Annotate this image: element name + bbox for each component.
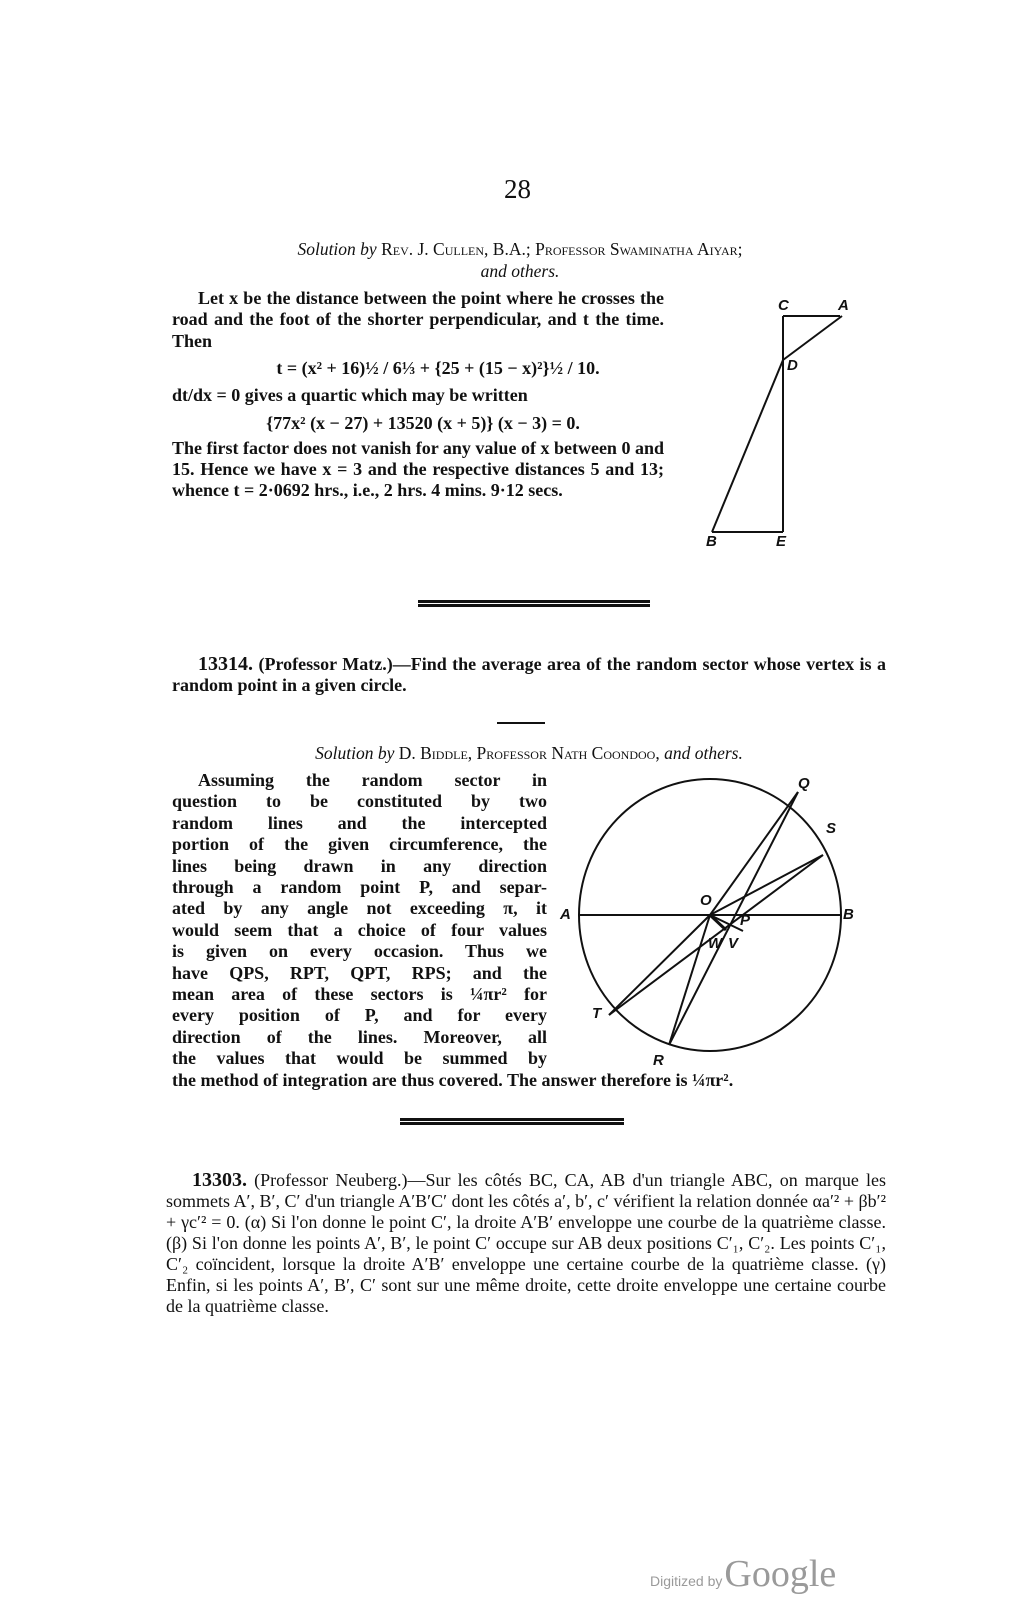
text-line: question to be constituted by two [172, 791, 547, 812]
credit-others: and others. [664, 743, 743, 763]
label-t: T [592, 1005, 602, 1022]
credit-authors: D. Biddle, Professor Nath Coondoo, [398, 743, 660, 763]
label-r: R [653, 1052, 664, 1069]
solution-2-body [172, 770, 547, 1070]
credit-authors: Rev. J. Cullen, B.A.; Professor Swaminatha Aiyar; [381, 239, 743, 259]
circle-diagram-figure [560, 775, 870, 1069]
problem-number: 13314. [198, 653, 253, 675]
label-v: V [728, 935, 739, 952]
road-diagram-figure [690, 290, 870, 550]
label-e: E [776, 533, 787, 550]
text-line: would seem that a choice of four values [172, 919, 547, 940]
problem-number: 13303. [192, 1169, 247, 1191]
google-watermark [650, 1552, 836, 1596]
text-line: ated by any angle not exceeding π, it [172, 898, 547, 919]
text-line: every position of P, and for every [172, 1005, 547, 1026]
problem-text: (Professor Neuberg.)—Sur les côtés BC, CA, AB d'un triangle ABC, on marque les sommets A′, B′, C′ d'un triangle A′B′C′ dont les côtés a′, b′, c′ vérifient la relation donnée αa′² + βb′² + γc′² = 0. (α) Si l'on donne le point C′, la droite A′B′ enveloppe une courbe de la quatrième classe. (β) Si l'on donne les points A′, B′, le point C′ occupe sur AB deux positions C′₁, C′₂. Les points C′₁, C′₂ coïncident, lorsque la droite A′B′ enveloppe une certaine courbe de la quatrième classe. (γ) Enfin, si les points A′, B′, C′ sont sur une même droite, cette droite enveloppe une certaine courbe de la quatrième classe. [166, 1170, 886, 1316]
solution-credit-1 [170, 238, 870, 282]
label-d: D [787, 357, 798, 374]
equation: t = (x² + 16)½ / 6⅓ + {25 + (15 − x)²}½ / 10. [276, 358, 600, 379]
text-line: mean area of these sectors is ¼πr² for [172, 984, 547, 1005]
text-line: through a random point P, and separ- [172, 877, 547, 898]
label-a: A [838, 297, 849, 314]
text-line: the values that would be summed by [172, 1048, 547, 1069]
label-s: S [826, 820, 837, 837]
paragraph: dt/dx = 0 gives a quartic which may be written [172, 385, 528, 406]
short-divider [497, 722, 545, 724]
problem-13314 [172, 654, 886, 697]
watermark-prefix: Digitized by [650, 1573, 723, 1589]
section-divider [400, 1118, 624, 1125]
credit-prefix: Solution by [297, 239, 377, 259]
label-b: B [706, 533, 717, 550]
paragraph: The first factor does not vanish for any value of x between 0 and 15. Hence we have x = 3 and the respective distances 5 and 13; whence t = 2·0692 hrs., i.e., 2 hrs. 4 mins. 9·12 secs. [172, 437, 664, 501]
page-number: 28 [504, 174, 531, 204]
solution-1-body [172, 288, 664, 502]
label-a: A [560, 906, 571, 923]
label-b: B [843, 906, 854, 923]
text-line: is given on every occasion. Thus we [172, 941, 547, 962]
google-logo-text: Google [724, 1553, 837, 1595]
label-o: O [700, 892, 712, 909]
credit-others: and others. [480, 261, 560, 281]
equation: {77x² (x − 27) + 13520 (x + 5)} (x − 3) = 0. [266, 412, 580, 433]
text-line: Assuming the random sector in [198, 770, 547, 790]
solution-2-conclusion: the method of integration are thus covered. The answer therefore is ¼πr². [172, 1070, 734, 1090]
credit-prefix: Solution by [315, 743, 395, 763]
problem-text: (Professor Matz.)—Find the average area of the random sector whose vertex is a random point in a given circle. [172, 654, 886, 696]
text-line: portion of the given circumference, the [172, 834, 547, 855]
text-line: lines being drawn in any direction [172, 855, 547, 876]
label-p: P [740, 912, 751, 929]
label-c: C [778, 297, 789, 314]
text-line: direction of the lines. Moreover, all [172, 1026, 547, 1047]
solution-credit-2 [172, 742, 886, 764]
problem-13303 [166, 1170, 886, 1317]
text-line: have QPS, RPT, QPT, RPS; and the [172, 962, 547, 983]
label-q: Q [798, 775, 810, 792]
paragraph: Let x be the distance between the point where he crosses the road and the foot of the shorter perpendicular, and t the time. Then [172, 288, 664, 351]
text-line: random lines and the intercepted [172, 812, 547, 833]
section-divider [418, 600, 650, 607]
label-w: W [708, 935, 723, 952]
